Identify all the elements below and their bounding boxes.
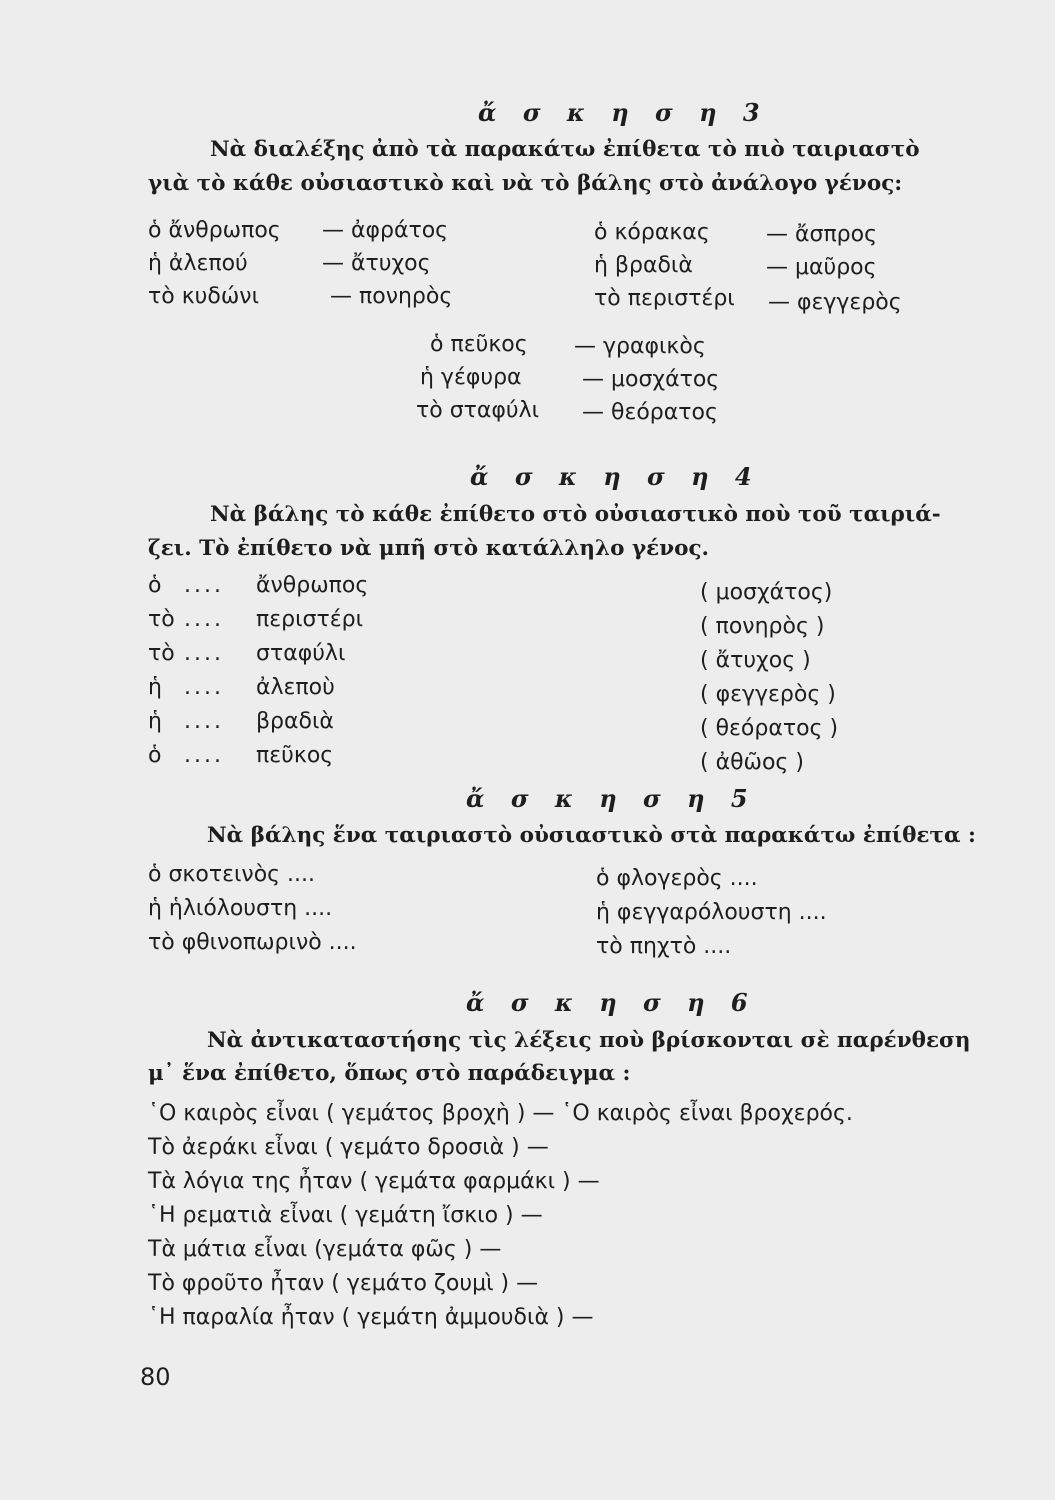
ex4-adj: ( ἄτυχος ): [700, 648, 811, 673]
ex6-line: ῾Η παραλία ἦταν ( γεμάτη ἀμμουδιὰ ) —: [148, 1305, 594, 1330]
ex4-adj: ( θεόρατος ): [700, 716, 839, 741]
ex4-blank: ....: [184, 641, 224, 666]
ex4-article: ὁ: [148, 743, 162, 768]
ex3-right-noun: τὸ περιστέρι: [594, 286, 735, 311]
exercise-3-title: ἄ σ κ η σ η 3: [478, 98, 769, 127]
ex6-line: Τὸ φροῦτο ἦταν ( γεμάτο ζουμὶ ) —: [148, 1271, 539, 1296]
ex3-right-adj: — ἄσπρος: [766, 222, 878, 247]
ex4-blank: ....: [184, 709, 224, 734]
ex3-left-noun: ὁ ἄνθρωπος: [148, 218, 281, 243]
ex3-left-adj: — πονηρὸς: [330, 284, 453, 309]
ex4-article: τὸ: [148, 641, 175, 666]
exercise-6-instruction-line2: μ᾿ ἕνα ἐπίθετο, ὅπως στὸ παράδειγμα :: [148, 1061, 631, 1086]
exercise-3-instruction-line2: γιὰ τὸ κάθε οὐσιαστικὸ καὶ νὰ τὸ βάλης στὸ ἀνάλογο γένος:: [148, 171, 903, 196]
exercise-6-title: ἄ σ κ η σ η 6: [466, 988, 757, 1017]
ex4-adj: ( ἀθῶος ): [700, 750, 804, 775]
ex5-right-item: ἡ φεγγαρόλουστη ....: [596, 900, 827, 925]
ex3-right-noun: ὁ πεῦκος: [430, 332, 528, 357]
ex4-noun: περιστέρι: [256, 607, 364, 632]
ex4-adj: ( μοσχάτος): [700, 580, 833, 605]
ex5-left-item: τὸ φθινοπωρινὸ ....: [148, 930, 357, 955]
ex4-blank: ....: [184, 675, 224, 700]
ex3-right-adj: — γραφικὸς: [574, 334, 706, 359]
ex3-right-noun: ἡ βραδιὰ: [594, 253, 693, 278]
page-number: 80: [140, 1363, 171, 1391]
ex4-adj: ( πονηρὸς ): [700, 614, 825, 639]
ex3-right-noun: ὁ κόρακας: [594, 220, 710, 245]
exercise-4-instruction-line2: ζει. Τὸ ἐπίθετο νὰ μπῆ στὸ κατάλληλο γένος.: [148, 536, 710, 561]
ex5-left-item: ὁ σκοτεινὸς ....: [148, 862, 316, 887]
ex4-noun: ἄνθρωπος: [256, 573, 369, 598]
ex6-line: ῾Η ρεματιὰ εἶναι ( γεμάτη ἴσκιο ) —: [148, 1203, 543, 1228]
ex6-line: Τὰ λόγια της ἦταν ( γεμάτα φαρμάκι ) —: [148, 1169, 600, 1194]
ex3-left-noun: τὸ κυδώνι: [148, 284, 260, 309]
ex3-left-adj: — ἄτυχος: [322, 251, 431, 276]
ex3-left-adj: — ἀφράτος: [322, 218, 449, 243]
ex4-noun: σταφύλι: [256, 641, 346, 666]
ex4-article: ἡ: [148, 709, 162, 734]
exercise-3-instruction-line1: Νὰ διαλέξης ἀπὸ τὰ παρακάτω ἐπίθετα τὸ πιὸ ταιριαστὸ: [210, 137, 920, 162]
ex6-line: ῾Ο καιρὸς εἶναι ( γεμάτος βροχὴ ) — ῾Ο καιρὸς εἶναι βροχερός.: [148, 1101, 853, 1126]
exercise-6-instruction-line1: Νὰ ἀντικαταστήσης τὶς λέξεις ποὺ βρίσκονται σὲ παρένθεση: [207, 1028, 971, 1053]
ex3-right-noun: ἡ γέφυρα: [420, 365, 522, 390]
ex5-right-item: ὁ φλογερὸς ....: [596, 866, 758, 891]
ex4-blank: ....: [184, 607, 224, 632]
ex3-right-adj: — θεόρατος: [582, 400, 718, 425]
ex5-right-item: τὸ πηχτὸ ....: [596, 934, 732, 959]
ex4-blank: ....: [184, 743, 224, 768]
ex4-adj: ( φεγγερὸς ): [700, 682, 836, 707]
ex4-noun: βραδιὰ: [256, 709, 334, 734]
ex4-noun: ἀλεποὺ: [256, 675, 335, 700]
exercise-4-instruction-line1: Νὰ βάλης τὸ κάθε ἐπίθετο στὸ οὐσιαστικὸ ποὺ τοῦ ταιριά-: [210, 502, 941, 527]
ex6-line: Τὰ μάτια εἶναι (γεμάτα φῶς ) —: [148, 1237, 502, 1262]
ex3-right-adj: — μοσχάτος: [582, 367, 720, 392]
ex6-line: Τὸ ἀεράκι εἶναι ( γεμάτο δροσιὰ ) —: [148, 1135, 549, 1160]
exercise-5-instruction: Νὰ βάλης ἕνα ταιριαστὸ οὐσιαστικὸ στὰ παρακάτω ἐπίθετα :: [207, 823, 976, 848]
ex4-blank: ....: [184, 573, 224, 598]
ex5-left-item: ἡ ἡλιόλουστη ....: [148, 896, 333, 921]
ex4-noun: πεῦκος: [256, 743, 334, 768]
ex3-right-adj: — φεγγερὸς: [768, 290, 902, 315]
ex3-left-noun: ἡ ἀλεπού: [148, 251, 248, 276]
ex3-right-noun: τὸ σταφύλι: [416, 398, 540, 423]
exercise-4-title: ἄ σ κ η σ η 4: [470, 462, 761, 491]
ex4-article: ἡ: [148, 675, 162, 700]
ex4-article: τὸ: [148, 607, 175, 632]
exercise-5-title: ἄ σ κ η σ η 5: [466, 784, 757, 813]
ex3-right-adj: — μαῦρος: [766, 255, 877, 280]
ex4-article: ὁ: [148, 573, 162, 598]
